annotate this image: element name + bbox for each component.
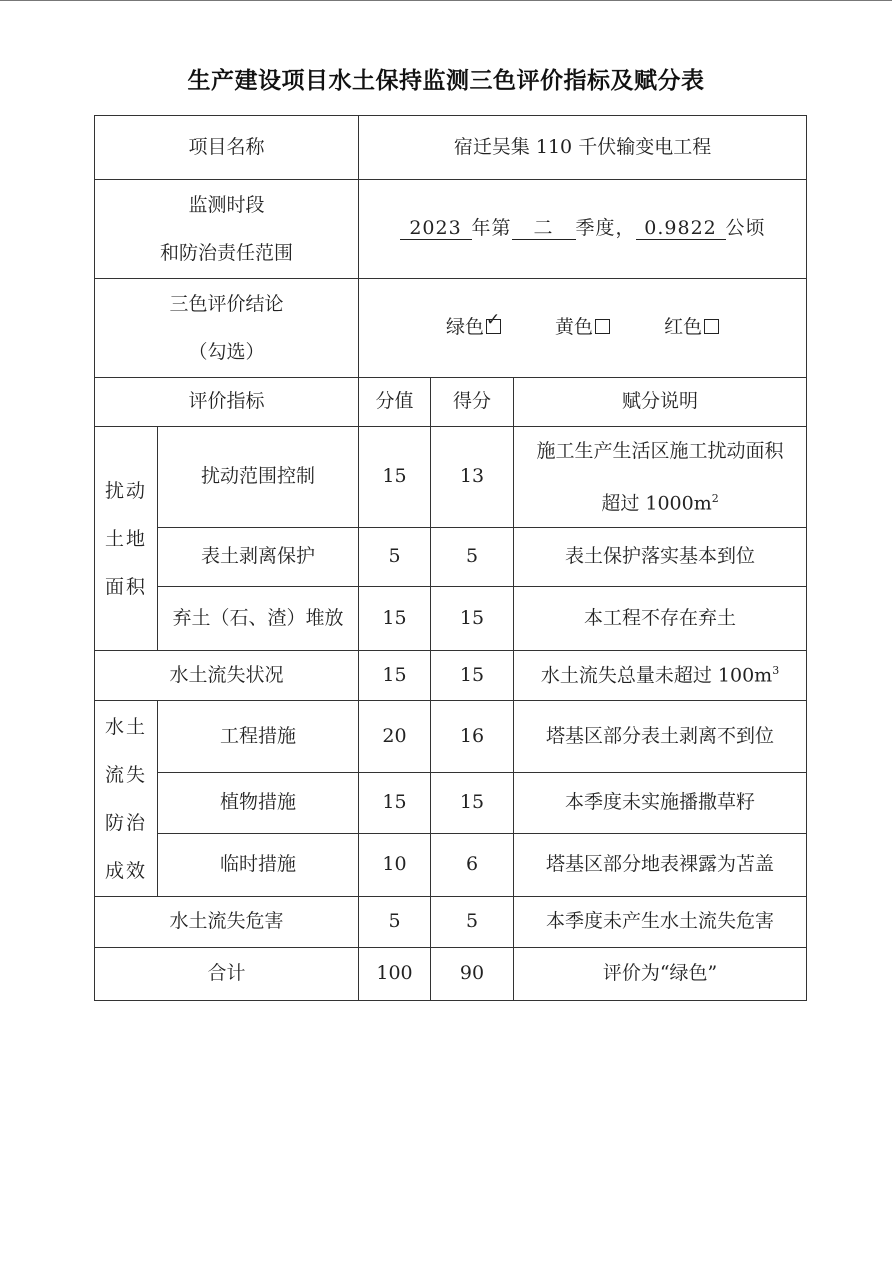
explanation-line2: 超过 1000m bbox=[601, 492, 712, 515]
option-yellow bbox=[555, 316, 610, 338]
header-score: 得分 bbox=[431, 378, 514, 427]
table-row bbox=[95, 528, 807, 587]
indicator-cell: 扰动范围控制 bbox=[158, 427, 359, 528]
table-row bbox=[95, 427, 807, 528]
quarter-suffix: 季度， bbox=[575, 217, 636, 240]
year-suffix: 年第 bbox=[471, 217, 512, 240]
project-name: 宿迁吴集 110 千伏输变电工程 bbox=[359, 116, 807, 180]
value-cell: 10 bbox=[359, 834, 431, 897]
top-border-line bbox=[0, 0, 892, 1]
group-prevention bbox=[95, 701, 158, 897]
table-row bbox=[95, 834, 807, 897]
score-cell: 15 bbox=[431, 773, 514, 834]
value-cell: 15 bbox=[359, 773, 431, 834]
score-cell: 13 bbox=[431, 427, 514, 528]
group-prevention-line2: 流失 bbox=[104, 763, 147, 786]
total-label: 合计 bbox=[95, 948, 359, 1001]
score-cell: 15 bbox=[431, 651, 514, 701]
option-red-label: 红色 bbox=[664, 316, 703, 339]
explanation-cell: 本工程不存在弃土 bbox=[514, 587, 807, 651]
value-cell: 15 bbox=[359, 587, 431, 651]
indicator-cell: 表土剥离保护 bbox=[158, 528, 359, 587]
group-prevention-line3: 防治 bbox=[104, 811, 147, 834]
value-cell: 15 bbox=[359, 651, 431, 701]
area-unit: 公顷 bbox=[725, 217, 766, 240]
header-explanation: 赋分说明 bbox=[514, 378, 807, 427]
year-field: 2023 bbox=[400, 217, 472, 240]
value-cell: 5 bbox=[359, 897, 431, 948]
header-row bbox=[95, 378, 807, 427]
indicator-cell: 植物措施 bbox=[158, 773, 359, 834]
explanation-cell: 塔基区部分地表裸露为苫盖 bbox=[514, 834, 807, 897]
indicator-cell: 水土流失状况 bbox=[95, 651, 359, 701]
period-row bbox=[95, 180, 807, 279]
explanation-cell: 本季度未产生水土流失危害 bbox=[514, 897, 807, 948]
option-green bbox=[445, 310, 501, 339]
option-yellow-label: 黄色 bbox=[555, 316, 594, 339]
conclusion-label-line2: （勾选） bbox=[188, 341, 265, 363]
conclusion-row bbox=[95, 279, 807, 378]
total-value: 100 bbox=[359, 948, 431, 1001]
explanation-sup: 3 bbox=[772, 663, 780, 677]
table-row bbox=[95, 773, 807, 834]
explanation-line1: 施工生产生活区施工扰动面积 bbox=[536, 440, 784, 462]
period-label-line1: 监测时段 bbox=[188, 194, 265, 216]
period-label bbox=[95, 180, 359, 279]
explanation-text: 水土流失总量未超过 100m bbox=[540, 664, 773, 687]
checkmark-icon: ✓ bbox=[485, 310, 501, 331]
green-checkbox[interactable] bbox=[485, 310, 501, 334]
total-row bbox=[95, 948, 807, 1001]
table-row bbox=[95, 651, 807, 701]
conclusion-label bbox=[95, 279, 359, 378]
group-disturbance-line2: 土地 bbox=[104, 527, 147, 550]
project-row bbox=[95, 116, 807, 180]
conclusion-options bbox=[359, 279, 807, 378]
group-prevention-line1: 水土 bbox=[104, 715, 147, 738]
conclusion-label-line1: 三色评价结论 bbox=[169, 293, 284, 315]
explanation-cell bbox=[514, 427, 807, 528]
indicator-cell: 弃土（石、渣）堆放 bbox=[158, 587, 359, 651]
explanation-cell: 塔基区部分表土剥离不到位 bbox=[514, 701, 807, 773]
header-indicator: 评价指标 bbox=[95, 378, 359, 427]
total-score: 90 bbox=[431, 948, 514, 1001]
explanation-cell bbox=[514, 651, 807, 701]
group-disturbance-line3: 面积 bbox=[104, 575, 147, 598]
score-cell: 16 bbox=[431, 701, 514, 773]
total-explanation: 评价为“绿色” bbox=[514, 948, 807, 1001]
indicator-cell: 工程措施 bbox=[158, 701, 359, 773]
yellow-checkbox[interactable] bbox=[595, 319, 610, 334]
group-disturbance-line1: 扰动 bbox=[104, 479, 147, 502]
area-field: 0.9822 bbox=[636, 217, 726, 240]
explanation-cell: 本季度未实施播撒草籽 bbox=[514, 773, 807, 834]
group-disturbance bbox=[95, 427, 158, 651]
period-label-line2: 和防治责任范围 bbox=[160, 242, 294, 264]
explanation-sup: 2 bbox=[711, 492, 719, 505]
table-row bbox=[95, 897, 807, 948]
score-cell: 5 bbox=[431, 897, 514, 948]
score-cell: 5 bbox=[431, 528, 514, 587]
table-row bbox=[95, 701, 807, 773]
score-cell: 15 bbox=[431, 587, 514, 651]
explanation-cell: 表土保护落实基本到位 bbox=[514, 528, 807, 587]
option-red bbox=[664, 316, 719, 338]
evaluation-table bbox=[94, 115, 807, 1001]
table-row bbox=[95, 587, 807, 651]
indicator-cell: 临时措施 bbox=[158, 834, 359, 897]
period-value bbox=[359, 180, 807, 279]
option-green-label: 绿色 bbox=[445, 316, 484, 339]
project-label: 项目名称 bbox=[95, 116, 359, 180]
red-checkbox[interactable] bbox=[704, 319, 719, 334]
score-cell: 6 bbox=[431, 834, 514, 897]
group-prevention-line4: 成效 bbox=[104, 859, 147, 882]
page-title: 生产建设项目水土保持监测三色评价指标及赋分表 bbox=[187, 68, 705, 94]
indicator-cell: 水土流失危害 bbox=[95, 897, 359, 948]
header-value: 分值 bbox=[359, 378, 431, 427]
quarter-field: 二 bbox=[512, 217, 576, 240]
value-cell: 5 bbox=[359, 528, 431, 587]
value-cell: 15 bbox=[359, 427, 431, 528]
value-cell: 20 bbox=[359, 701, 431, 773]
